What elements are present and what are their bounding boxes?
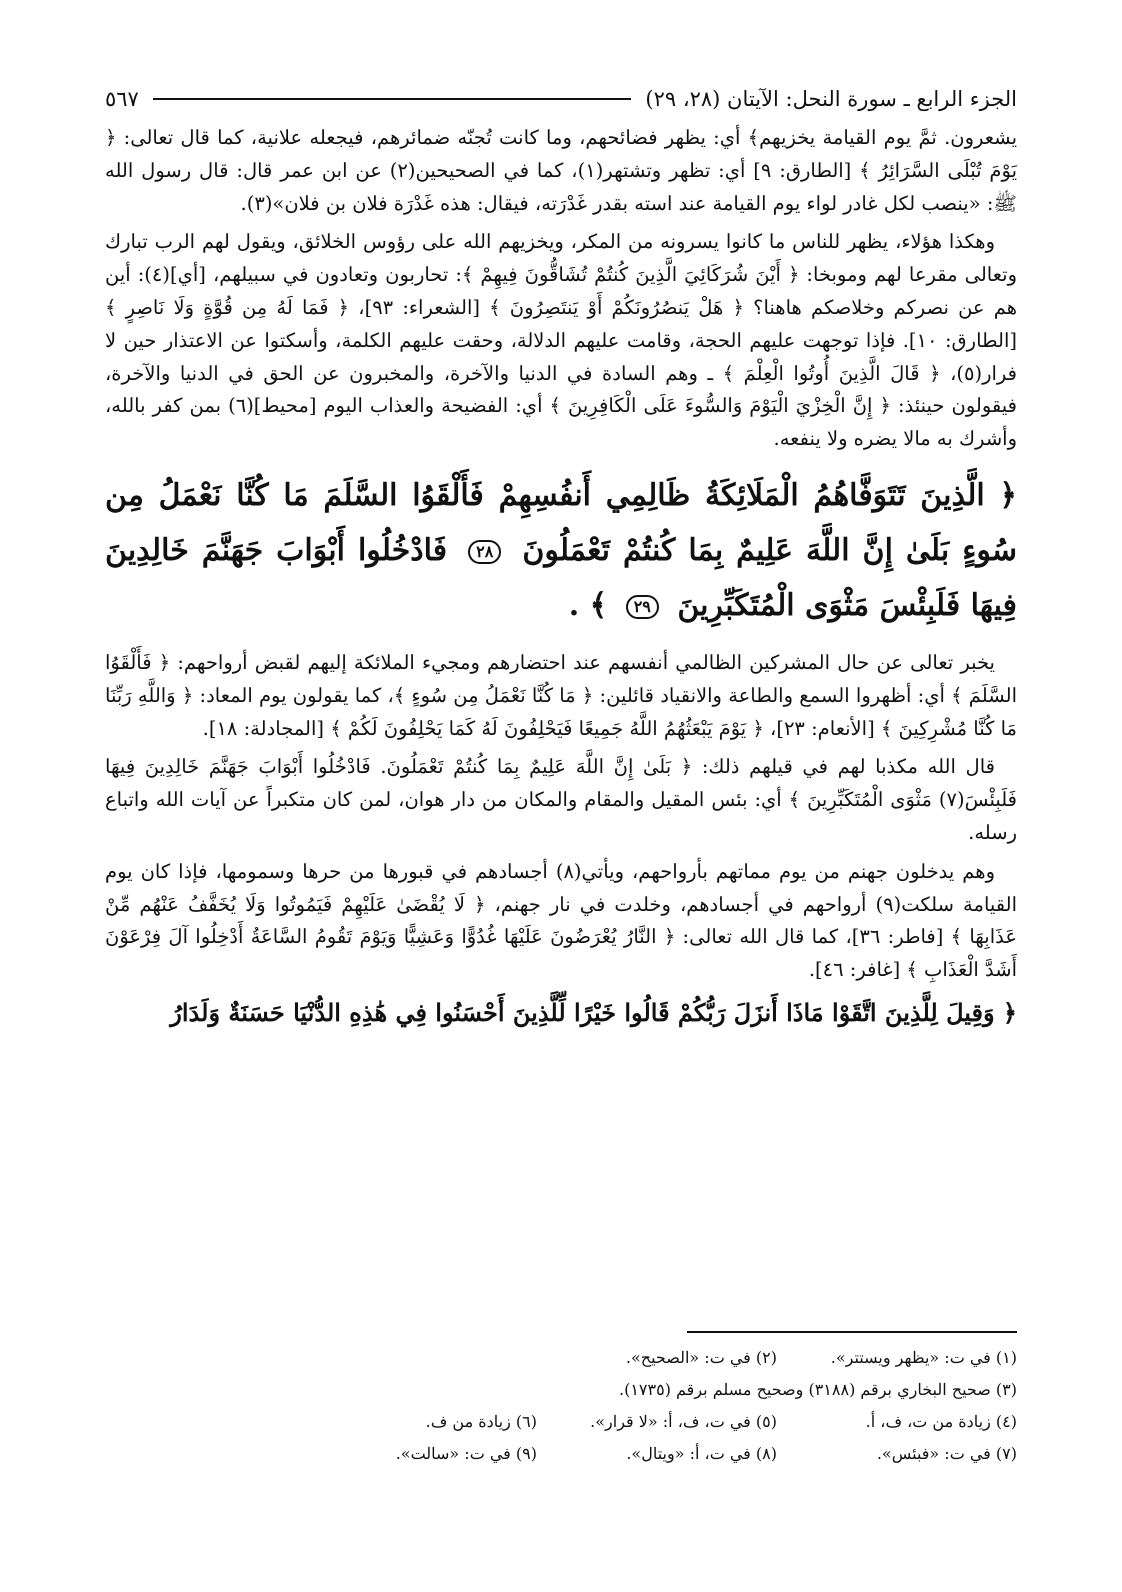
quran-verse-block [105, 468, 1017, 633]
verse-end-mark: ﴾ . [568, 587, 608, 623]
footnotes [105, 1342, 1017, 1470]
footnote: (٩) في ت: «سالت». [395, 1444, 537, 1463]
footnote-row [105, 1374, 1017, 1406]
verse-number-badge: ٢٩ [626, 595, 659, 619]
verse-text: فَادْخُلُوا أَبْوَابَ جَهَنَّمَ خَالِدِينَ فِيهَا فَلَبِئْسَ مَثْوَى الْمُتَكَبِّرِينَ [105, 532, 1017, 623]
page-header [105, 82, 1017, 116]
footnote: (٢) في ت: «الصحيح». [625, 1348, 777, 1367]
footnote: (٣) صحيح البخاري برقم (٣١٨٨) وصحيح مسلم برقم (١٧٣٥). [619, 1380, 1017, 1399]
paragraph: وهكذا هؤلاء، يظهر للناس ما كانوا يسرونه من المكر، ويخزيهم الله على رؤوس الخلائق، ويقول لهم الرب تبارك وتعالى مقرعا لهم وموبخا: ﴿ أَيْنَ شُرَكَائِيَ الَّذِينَ كُنتُمْ تُشَاقُّونَ فِيهِمْ ﴾: تحاربون وتعادون في سبيلهم، [أي](٤): أين هم عن نصركم وخلاصكم هاهنا؟ ﴿ هَلْ يَنصُرُونَكُمْ أَوْ يَنتَصِرُونَ ﴾ [الشعراء: ٩٣]، ﴿ فَمَا لَهُ مِن قُوَّةٍ وَلَا نَاصِرٍ ﴾ [الطارق: ١٠]. فإذا توجهت عليهم الحجة، وقامت عليهم الدلالة، وحقت عليهم الكلمة، وأسكتوا عن الاعتذار حين لا فرار(٥)، ﴿ قَالَ الَّذِينَ أُوتُوا الْعِلْمَ ﴾ ـ وهم السادة في الدنيا والآخرة، والمخبرون عن الحق في الدنيا والآخرة، فيقولون حينئذ: ﴿ إِنَّ الْخِزْيَ الْيَوْمَ وَالسُّوءَ عَلَى الْكَافِرِينَ ﴾ أي: الفضيحة والعذاب اليوم [محيط](٦) بمن كفر بالله، وأشرك به مالا يضره ولا ينفعه. [105, 230, 1018, 451]
footnote: (٨) في ت، أ: «ويتال». [626, 1444, 777, 1463]
verse-number-badge: ٢٨ [468, 540, 501, 564]
footnote: (٦) زيادة من ف. [425, 1412, 537, 1431]
footnote: (٤) زيادة من ت، ف، أ. [865, 1412, 1017, 1431]
paragraph: قال الله مكذبا لهم في قيلهم ذلك: ﴿ بَلَىٰ إِنَّ اللَّهَ عَلِيمٌ بِمَا كُنتُمْ تَعْمَلُونَ. فَادْخُلُوا أَبْوَابَ جَهَنَّمَ خَالِدِينَ فِيهَا فَلَبِئْسَ(٧) مَثْوَى الْمُتَكَبِّرِينَ ﴾ أي: بئس المقيل والمقام والمكان من دار هوان، لمن كان متكبراً عن آيات الله واتباع رسله. [105, 755, 1017, 844]
footnote: (٥) في ت، ف، أ: «لا قرار». [590, 1412, 777, 1431]
footnote: (٧) في ت: «فبئس». [876, 1444, 1017, 1463]
header-rule [153, 98, 632, 100]
verse-text: ﴿ الَّذِينَ تَتَوَفَّاهُمُ الْمَلَائِكَةُ ظَالِمِي أَنفُسِهِمْ فَأَلْقَوُا السَّلَمَ مَا كُنَّا نَعْمَلُ مِن سُوءٍ بَلَىٰ إِنَّ اللَّهَ عَلِيمٌ بِمَا كُنتُمْ تَعْمَلُونَ [105, 477, 1017, 568]
footnote-row [105, 1438, 1017, 1470]
page-number: ٥٦٧ [105, 87, 139, 111]
final-verse: ﴿ وَقِيلَ لِلَّذِينَ اتَّقَوْا مَاذَا أَنزَلَ رَبُّكُمْ قَالُوا خَيْرًا لِّلَّذِينَ أَحْسَنُوا فِي هَٰذِهِ الدُّنْيَا حَسَنَةٌ وَلَدَارُ [170, 997, 1017, 1027]
page-body [105, 122, 1017, 1039]
footnote-row [105, 1406, 1017, 1438]
paragraph: يخبر تعالى عن حال المشركين الظالمي أنفسهم عند احتضارهم ومجيء الملائكة إليهم لقبض أرواحهم: ﴿ فَأَلْقَوُا السَّلَمَ ﴾ أي: أظهروا السمع والطاعة والانقياد قائلين: ﴿ مَا كُنَّا نَعْمَلُ مِن سُوءٍ ﴾، كما يقولون يوم المعاد: ﴿ وَاللَّهِ رَبِّنَا مَا كُنَّا مُشْرِكِينَ ﴾ [الأنعام: ٢٣]، ﴿ يَوْمَ يَبْعَثُهُمُ اللَّهُ جَمِيعًا فَيَحْلِفُونَ لَهُ كَمَا يَحْلِفُونَ لَكُمْ ﴾ [المجادلة: ١٨]. [105, 650, 1017, 740]
paragraph: وهم يدخلون جهنم من يوم مماتهم بأرواحهم، ويأتي(٨) أجسادهم في قبورها من حرها وسمومها، فإذا كان يوم القيامة سلكت(٩) أرواحهم في أجسادهم، وخلدت في نار جهنم، ﴿ لَا يُقْضَىٰ عَلَيْهِمْ فَيَمُوتُوا وَلَا يُخَفَّفُ عَنْهُم مِّنْ عَذَابِهَا ﴾ [فاطر: ٣٦]، كما قال الله تعالى: ﴿ النَّارُ يُعْرَضُونَ عَلَيْهَا غُدُوًّا وَعَشِيًّا وَيَوْمَ تَقُومُ السَّاعَةُ أَدْخِلُوا آلَ فِرْعَوْنَ أَشَدَّ الْعَذَابِ ﴾ [غافر: ٤٦]. [105, 859, 1017, 982]
paragraph: يشعرون. ثمَّ يوم القيامة يخزيهم﴾ أي: يظهر فضائحهم، وما كانت تُجنّه ضمائرهم، فيجعله علانية، كما قال تعالى: ﴿ يَوْمَ تُبْلَى السَّرَائِرُ ﴾ [الطارق: ٩] أي: تظهر وتشتهر(١)، كما في الصحيحين(٢) عن ابن عمر قال: قال رسول الله ﷺ: «ينصب لكل غادر لواء يوم القيامة عند استه بقدر غَدْرَته، فيقال: هذه غَدْرَة فلان بن فلان»(٣). [105, 126, 1017, 215]
running-title: الجزء الرابع ـ سورة النحل: الآيتان (٢٨، ٢٩) [645, 87, 1017, 111]
footnote-row [105, 1342, 1017, 1374]
footnote: (١) في ت: «يظهر ويستتر». [830, 1348, 1017, 1367]
footnote-rule [687, 1331, 1017, 1333]
